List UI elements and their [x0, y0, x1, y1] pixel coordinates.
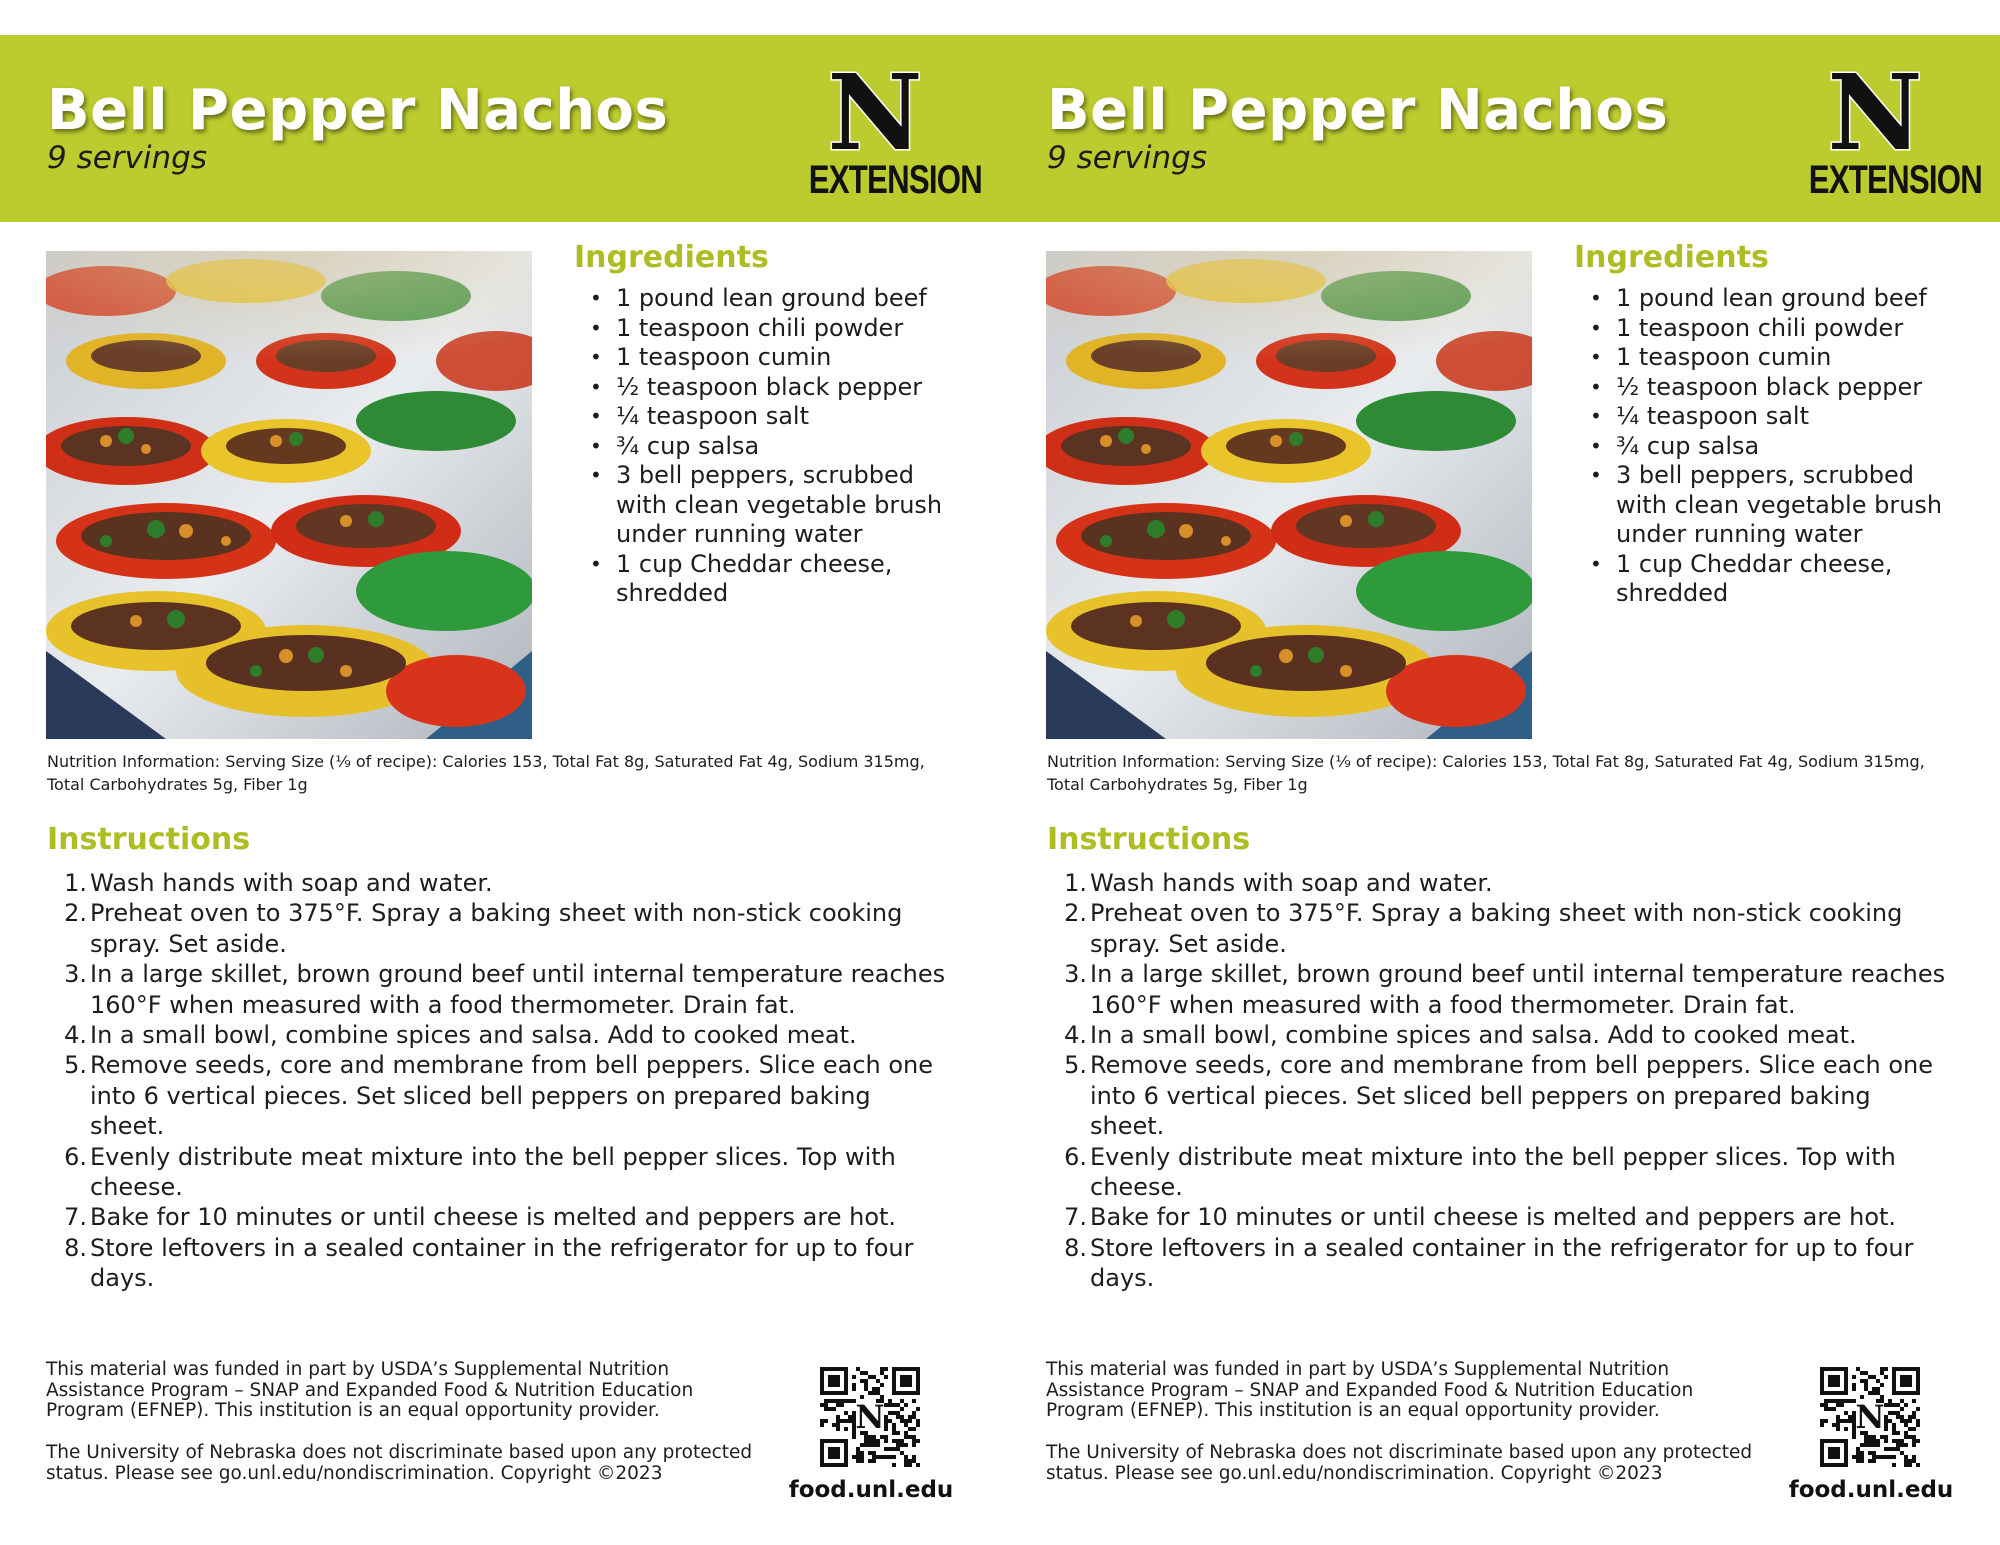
step-number: 1. — [64, 869, 87, 897]
nondiscrimination-statement: The University of Nebraska does not discriminate based upon any protected status. Please see go.unl.edu/nondiscrimination. Copyright ©2023 — [1046, 1442, 1753, 1484]
instruction-step — [47, 1142, 947, 1203]
bell-pepper-nachos-photo — [46, 251, 532, 739]
website-link[interactable]: food.unl.edu — [788, 1477, 954, 1503]
website-link[interactable]: food.unl.edu — [1788, 1477, 1954, 1503]
instruction-step — [47, 868, 947, 898]
ingredient-item: • ½ teaspoon black pepper — [616, 373, 946, 403]
instruction-step — [1047, 1233, 1947, 1294]
instructions-list — [1047, 868, 1947, 1294]
ingredients-list — [1574, 284, 1946, 609]
step-text: Bake for 10 minutes or until cheese is melted and peppers are hot. — [1090, 1203, 1897, 1232]
ingredient-item: • 3 bell peppers, scrubbed with clean vegetable brush under running water — [1616, 461, 1946, 550]
instruction-step — [1047, 1020, 1947, 1050]
step-text: Store leftovers in a sealed container in the refrigerator for up to four days. — [90, 1233, 914, 1293]
qr-code-icon[interactable] — [820, 1367, 920, 1467]
instructions-list — [47, 868, 947, 1294]
step-number: 6. — [1064, 1142, 1087, 1171]
logo-extension-text: EXTENSION — [808, 158, 982, 202]
ingredients-heading: Ingredients — [574, 240, 769, 275]
logo-letter: N — [1827, 66, 1923, 158]
nebraska-n-icon — [790, 66, 960, 158]
qr-center-letter: N — [855, 1398, 885, 1437]
step-text: Bake for 10 minutes or until cheese is melted and peppers are hot. — [90, 1203, 897, 1232]
step-text: Wash hands with soap and water. — [90, 869, 493, 897]
step-number: 3. — [64, 960, 87, 989]
step-number: 6. — [64, 1142, 87, 1171]
ingredient-item: • 1 teaspoon cumin — [1616, 343, 1946, 373]
qr-center-letter: N — [1855, 1398, 1885, 1437]
ingredient-item: • ¾ cup salsa — [1616, 432, 1946, 462]
instruction-step — [1047, 959, 1947, 1020]
instruction-step — [1047, 868, 1947, 898]
ingredient-item: • 3 bell peppers, scrubbed with clean vegetable brush under running water — [616, 461, 946, 550]
step-text: Store leftovers in a sealed container in the refrigerator for up to four days. — [1090, 1233, 1914, 1293]
nutrition-info: Nutrition Information: Serving Size (⅑ of recipe): Calories 153, Total Fat 8g, Saturated Fat 4g, Sodium 315mg, Total Carbohydrates 5g, Fiber 1g — [47, 752, 925, 794]
step-number: 1. — [1064, 869, 1087, 897]
instruction-step — [47, 1020, 947, 1050]
funding-statement: This material was funded in part by USDA’s Supplemental Nutrition Assistance Program – SNAP and Expanded Food & Nutrition Education Program (EFNEP). This institution is an equal opportunity provider. — [46, 1359, 694, 1421]
recipe-title: Bell Pepper Nachos — [1047, 78, 1669, 143]
nebraska-n-icon — [1790, 66, 1960, 158]
ingredient-item: • 1 cup Cheddar cheese, shredded — [616, 550, 946, 609]
ingredient-item: • 1 teaspoon chili powder — [1616, 314, 1946, 344]
qr-code-icon[interactable] — [1820, 1367, 1920, 1467]
nebraska-extension-logo — [1790, 66, 1982, 206]
step-text: Remove seeds, core and membrane from bell peppers. Slice each one into 6 vertical pieces. Set sliced bell peppers on prepared baking sheet. — [90, 1051, 934, 1141]
ingredient-item: • ½ teaspoon black pepper — [1616, 373, 1946, 403]
step-number: 7. — [64, 1203, 87, 1232]
qr-code-graphic — [1820, 1367, 1920, 1467]
step-text: In a small bowl, combine spices and salsa. Add to cooked meat. — [1090, 1021, 1857, 1050]
recipe-card-right — [1000, 0, 2000, 1545]
step-number: 4. — [1064, 1021, 1087, 1050]
step-number: 8. — [64, 1233, 87, 1262]
ingredient-item: • ¼ teaspoon salt — [1616, 402, 1946, 432]
ingredient-item: • 1 pound lean ground beef — [1616, 284, 1946, 314]
recipe-photo — [1046, 251, 1532, 739]
logo-extension-text: EXTENSION — [1808, 158, 1982, 202]
recipe-photo — [46, 251, 532, 739]
instructions-heading: Instructions — [1047, 822, 1251, 857]
step-number: 4. — [64, 1021, 87, 1050]
step-number: 5. — [64, 1051, 87, 1080]
step-text: In a large skillet, brown ground beef until internal temperature reaches 160°F when measured with a food thermometer. Drain fat. — [1090, 960, 1946, 1019]
step-number: 5. — [1064, 1051, 1087, 1080]
servings-text: 9 servings — [47, 140, 207, 176]
step-text: Evenly distribute meat mixture into the bell pepper slices. Top with cheese. — [1090, 1142, 1896, 1202]
ingredient-item: • 1 pound lean ground beef — [616, 284, 946, 314]
bell-pepper-nachos-photo — [1046, 251, 1532, 739]
instruction-step — [1047, 1142, 1947, 1203]
ingredient-item: • 1 cup Cheddar cheese, shredded — [1616, 550, 1946, 609]
ingredient-item: • 1 teaspoon cumin — [616, 343, 946, 373]
step-text: Remove seeds, core and membrane from bell peppers. Slice each one into 6 vertical pieces. Set sliced bell peppers on prepared baking sheet. — [1090, 1051, 1934, 1141]
nebraska-extension-logo — [790, 66, 982, 206]
ingredient-item: • 1 teaspoon chili powder — [616, 314, 946, 344]
funding-statement: This material was funded in part by USDA’s Supplemental Nutrition Assistance Program – SNAP and Expanded Food & Nutrition Education Program (EFNEP). This institution is an equal opportunity provider. — [1046, 1359, 1694, 1421]
instruction-step — [47, 898, 947, 959]
step-number: 8. — [1064, 1233, 1087, 1262]
instruction-step — [47, 1233, 947, 1294]
instruction-step — [47, 1202, 947, 1232]
logo-letter: N — [827, 66, 923, 158]
ingredient-item: • ¼ teaspoon salt — [616, 402, 946, 432]
step-text: In a large skillet, brown ground beef until internal temperature reaches 160°F when measured with a food thermometer. Drain fat. — [90, 960, 946, 1019]
instruction-step — [47, 959, 947, 1020]
ingredient-item: • ¾ cup salsa — [616, 432, 946, 462]
qr-code-graphic — [820, 1367, 920, 1467]
servings-text: 9 servings — [1047, 140, 1207, 176]
ingredients-list — [574, 284, 946, 609]
instruction-step — [47, 1050, 947, 1141]
recipe-title: Bell Pepper Nachos — [47, 78, 669, 143]
nutrition-info: Nutrition Information: Serving Size (⅑ of recipe): Calories 153, Total Fat 8g, Saturated Fat 4g, Sodium 315mg, Total Carbohydrates 5g, Fiber 1g — [1047, 752, 1925, 794]
step-text: Preheat oven to 375°F. Spray a baking sheet with non-stick cooking spray. Set aside. — [90, 899, 903, 958]
step-text: Evenly distribute meat mixture into the bell pepper slices. Top with cheese. — [90, 1142, 896, 1202]
nondiscrimination-statement: The University of Nebraska does not discriminate based upon any protected status. Please see go.unl.edu/nondiscrimination. Copyright ©2023 — [46, 1442, 753, 1484]
instructions-heading: Instructions — [47, 822, 251, 857]
step-text: Preheat oven to 375°F. Spray a baking sheet with non-stick cooking spray. Set aside. — [1090, 899, 1903, 958]
step-number: 2. — [64, 899, 87, 928]
ingredients-heading: Ingredients — [1574, 240, 1769, 275]
step-number: 3. — [1064, 960, 1087, 989]
step-text: In a small bowl, combine spices and salsa. Add to cooked meat. — [90, 1021, 857, 1050]
instruction-step — [1047, 1050, 1947, 1141]
instruction-step — [1047, 898, 1947, 959]
instruction-step — [1047, 1202, 1947, 1232]
step-number: 7. — [1064, 1203, 1087, 1232]
step-number: 2. — [1064, 899, 1087, 928]
step-text: Wash hands with soap and water. — [1090, 869, 1493, 897]
